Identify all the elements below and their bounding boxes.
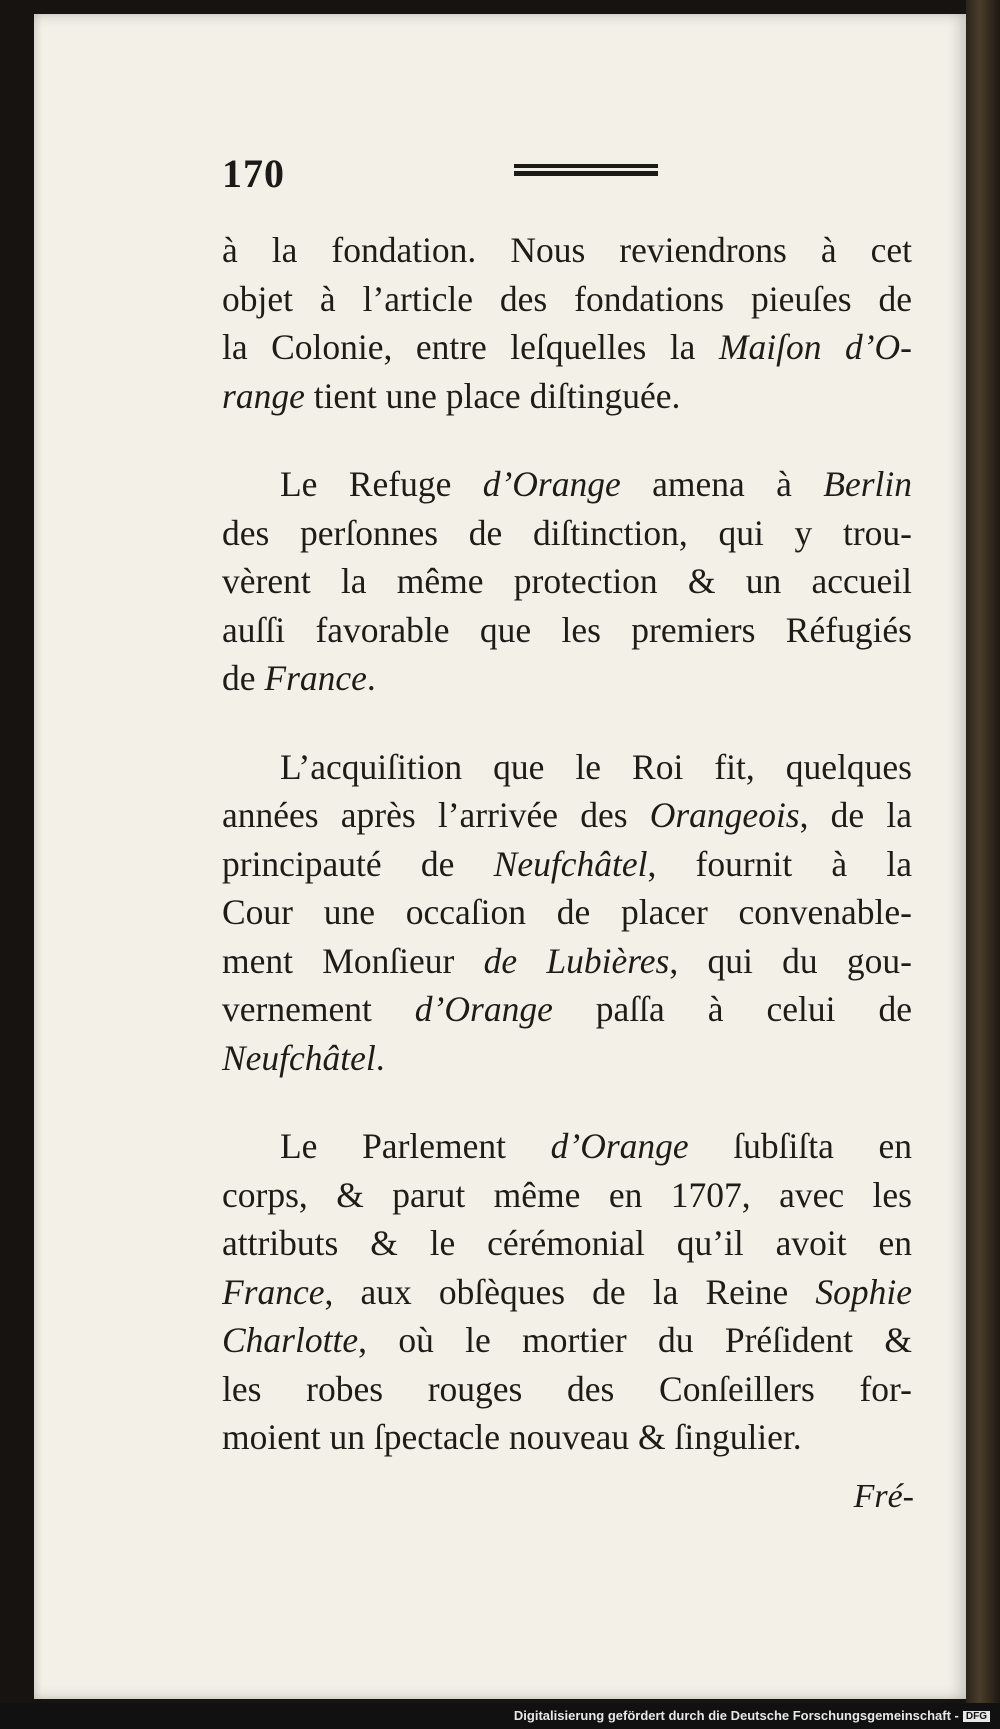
text-run: la Colonie, entre leſquelles la bbox=[222, 327, 719, 367]
text-run: attributs & le cérémonial qu’il avoit en bbox=[222, 1223, 912, 1263]
text-run: , qui du gou- bbox=[669, 940, 912, 981]
italic-text: France bbox=[222, 1271, 325, 1312]
footer-credit bbox=[514, 1708, 990, 1723]
text-run: . bbox=[366, 658, 376, 698]
text-run: à la fondation. Nous reviendrons à cet bbox=[222, 230, 912, 270]
text-line bbox=[222, 1171, 912, 1220]
text-line bbox=[222, 509, 912, 558]
text-line bbox=[222, 840, 912, 889]
paragraph bbox=[222, 460, 912, 703]
text-run: ment Monſieur bbox=[222, 940, 484, 981]
text-line bbox=[222, 323, 912, 372]
italic-text: Neufchâtel bbox=[222, 1037, 376, 1078]
text-line bbox=[222, 743, 912, 792]
paragraph-gap bbox=[222, 420, 912, 460]
text-line bbox=[222, 372, 912, 421]
text-run: . bbox=[375, 1037, 385, 1078]
text-run: ſubſiſta en bbox=[688, 1126, 912, 1166]
text-line bbox=[222, 937, 912, 986]
text-line bbox=[222, 654, 912, 703]
header-ornament-rule bbox=[514, 164, 658, 176]
italic-text: Sophie bbox=[815, 1271, 912, 1312]
text-run: vèrent la même protection & un accueil bbox=[222, 561, 912, 601]
text-line bbox=[222, 1034, 912, 1083]
text-run: , de la bbox=[799, 795, 912, 835]
text-line bbox=[222, 1122, 912, 1171]
italic-text: Neufchâtel bbox=[493, 843, 648, 884]
italic-text: Charlotte bbox=[222, 1320, 359, 1360]
text-run: des perſonnes de diſtinction, qui y trou- bbox=[222, 512, 912, 553]
italic-text: range bbox=[222, 375, 305, 416]
italic-text: Orangeois bbox=[649, 795, 800, 835]
text-run: , aux obſèques de la Reine bbox=[324, 1271, 816, 1312]
italic-text: d’Orange bbox=[414, 989, 553, 1029]
text-line bbox=[222, 460, 912, 509]
text-line bbox=[222, 226, 912, 275]
paragraph bbox=[222, 226, 912, 420]
italic-text: de Lubières bbox=[483, 940, 670, 981]
text-run: amena à bbox=[620, 464, 824, 504]
body-text bbox=[222, 226, 912, 1462]
dfg-logo: DFG bbox=[963, 1711, 990, 1722]
paragraph-gap bbox=[222, 703, 912, 743]
paragraph-gap bbox=[222, 1082, 912, 1122]
text-run: Le Parlement bbox=[280, 1126, 551, 1166]
page-header bbox=[222, 150, 912, 200]
text-run: L’acquiſition que le Roi fit, quelques bbox=[280, 746, 912, 787]
text-line bbox=[222, 606, 912, 655]
text-run: années après l’arrivée des bbox=[222, 795, 650, 835]
italic-text: Berlin bbox=[823, 464, 912, 504]
text-line bbox=[222, 1413, 912, 1462]
text-line bbox=[222, 557, 912, 606]
text-run: Cour une occaſion de placer convenable- bbox=[222, 892, 912, 932]
footer-credit-text: Digitalisierung gefördert durch die Deutsche Forschungsgemeinschaft - bbox=[513, 1708, 959, 1723]
text-line bbox=[222, 1316, 912, 1365]
digitization-footer bbox=[0, 1703, 1000, 1729]
text-run: de bbox=[222, 658, 265, 698]
text-run: moient un ſpectacle nouveau & ſingulier. bbox=[222, 1417, 802, 1457]
text-run: tient une place diſtinguée. bbox=[304, 375, 681, 416]
paragraph bbox=[222, 1122, 912, 1462]
page-number: 170 bbox=[222, 151, 285, 196]
catchword: Fré- bbox=[853, 1478, 914, 1515]
text-line bbox=[222, 275, 912, 324]
italic-text: d’Orange bbox=[550, 1126, 689, 1166]
text-run: les robes rouges des Conſeillers for- bbox=[222, 1368, 912, 1409]
italic-text: d’Orange bbox=[482, 464, 621, 504]
text-line bbox=[222, 1365, 912, 1414]
text-run: , où le mortier du Préſident & bbox=[358, 1320, 912, 1360]
text-line bbox=[222, 1268, 912, 1317]
text-line bbox=[222, 985, 912, 1034]
text-run: , fournit à la bbox=[647, 843, 913, 884]
text-run: principauté de bbox=[222, 843, 494, 884]
text-run: corps, & parut même en 1707, avec les bbox=[222, 1174, 912, 1215]
paragraph bbox=[222, 743, 912, 1083]
text-line bbox=[222, 888, 912, 937]
book-edge bbox=[966, 0, 1000, 1729]
text-run: vernement bbox=[222, 989, 415, 1029]
text-run: objet à l’article des fondations pieuſes de bbox=[222, 278, 912, 319]
italic-text: Maiſon d’O- bbox=[718, 327, 912, 367]
text-line bbox=[222, 1219, 912, 1268]
text-line bbox=[222, 791, 912, 840]
text-run: paſſa à celui de bbox=[552, 989, 912, 1029]
text-run: Le Refuge bbox=[280, 464, 483, 504]
text-run: auſſi favorable que les premiers Réfugiés bbox=[222, 609, 912, 650]
italic-text: France bbox=[264, 658, 367, 698]
